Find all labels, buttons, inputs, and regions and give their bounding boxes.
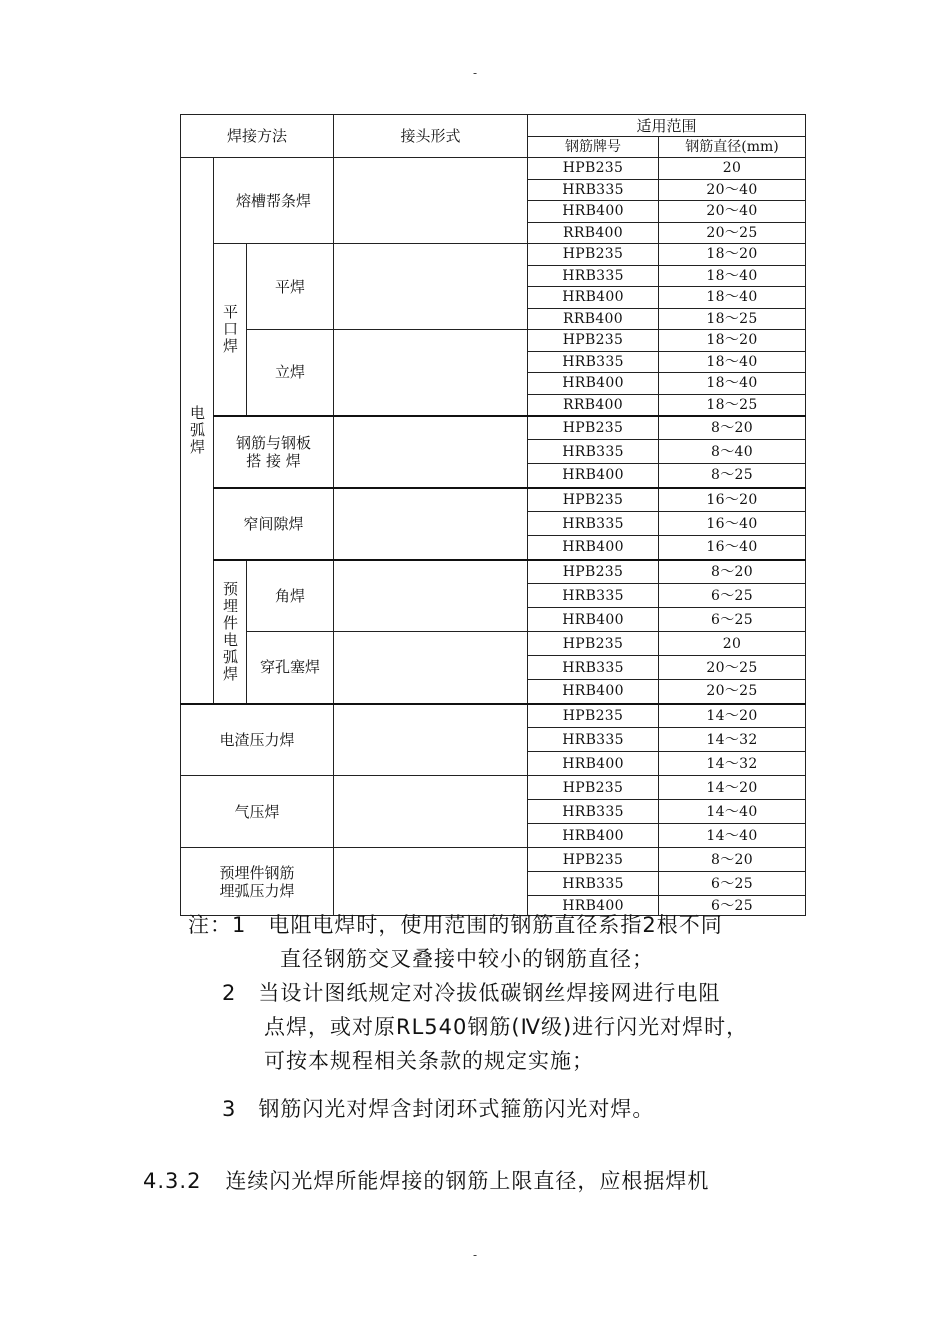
welding-method-table xyxy=(180,114,806,916)
diameter-cell: 18～20 xyxy=(659,330,806,352)
diameter-cell: 16～40 xyxy=(659,512,806,536)
grade-cell: HRB335 xyxy=(528,179,659,201)
diameter-cell: 20 xyxy=(659,158,806,180)
joint-form-cell xyxy=(334,776,528,848)
grade-cell: HRB400 xyxy=(528,824,659,848)
diameter-cell: 18～40 xyxy=(659,373,806,395)
diameter-cell: 8～20 xyxy=(659,416,806,440)
diameter-cell: 14～32 xyxy=(659,728,806,752)
diameter-cell: 20～25 xyxy=(659,680,806,704)
grade-cell: HPB235 xyxy=(528,158,659,180)
grade-cell: HRB400 xyxy=(528,201,659,223)
joint-form-cell xyxy=(334,244,528,330)
diameter-cell: 8～20 xyxy=(659,848,806,872)
grade-cell: HPB235 xyxy=(528,488,659,512)
grade-cell: RRB400 xyxy=(528,394,659,416)
header-grade: 钢筋牌号 xyxy=(528,137,659,158)
diameter-cell: 20～25 xyxy=(659,656,806,680)
joint-form-cell xyxy=(334,704,528,776)
method-embedded-line1: 预埋件钢筋 xyxy=(219,863,295,882)
joint-form-cell xyxy=(334,560,528,632)
grade-cell: HPB235 xyxy=(528,848,659,872)
diameter-cell: 18～20 xyxy=(659,244,806,266)
page-mark-bottom: - xyxy=(472,1248,478,1262)
diameter-cell: 8～25 xyxy=(659,464,806,488)
note-1-line-2: 直径钢筋交叉叠接中较小的钢筋直径； xyxy=(280,947,654,971)
grade-cell: HRB335 xyxy=(528,872,659,896)
grade-cell: HPB235 xyxy=(528,416,659,440)
grade-cell: HRB400 xyxy=(528,373,659,395)
joint-form-cell xyxy=(334,848,528,916)
method-fillet: 角焊 xyxy=(247,560,334,632)
header-diameter: 钢筋直径(mm) xyxy=(659,137,806,158)
grade-cell: HRB335 xyxy=(528,800,659,824)
method-narrow-gap: 窄间隙焊 xyxy=(214,488,334,560)
grade-cell: HRB400 xyxy=(528,896,659,916)
grade-cell: RRB400 xyxy=(528,222,659,244)
grade-cell: HRB335 xyxy=(528,728,659,752)
diameter-cell: 20～40 xyxy=(659,179,806,201)
diameter-cell: 18～25 xyxy=(659,394,806,416)
grade-cell: HRB400 xyxy=(528,287,659,309)
header-method: 焊接方法 xyxy=(181,115,334,158)
grade-cell: HRB400 xyxy=(528,752,659,776)
clause-4-3-2 xyxy=(143,1165,709,1195)
grade-cell: HRB400 xyxy=(528,608,659,632)
group-arc-welding: 电弧焊 xyxy=(181,158,214,704)
joint-form-cell xyxy=(334,330,528,416)
grade-cell: HRB335 xyxy=(528,351,659,373)
diameter-cell: 20～40 xyxy=(659,201,806,223)
method-embedded-line2: 埋弧压力焊 xyxy=(219,881,295,900)
note-3: 3 钢筋闪光对焊含封闭环式箍筋闪光对焊。 xyxy=(222,1097,655,1121)
diameter-cell: 14～40 xyxy=(659,824,806,848)
diameter-cell: 14～20 xyxy=(659,776,806,800)
grade-cell: HPB235 xyxy=(528,244,659,266)
method-groove-strap: 熔槽帮条焊 xyxy=(214,158,334,244)
joint-form-cell xyxy=(334,632,528,704)
grade-cell: HPB235 xyxy=(528,560,659,584)
grade-cell: HPB235 xyxy=(528,632,659,656)
joint-form-cell xyxy=(334,416,528,488)
diameter-cell: 14～32 xyxy=(659,752,806,776)
diameter-cell: 20～25 xyxy=(659,222,806,244)
diameter-cell: 8～40 xyxy=(659,440,806,464)
group-flat-welding: 平口焊 xyxy=(214,244,247,416)
method-bar-plate-line1: 钢筋与钢板 xyxy=(235,433,311,452)
grade-cell: HPB235 xyxy=(528,704,659,728)
note-2-line-3: 可按本规程相关条款的规定实施； xyxy=(264,1049,594,1073)
method-flat: 平焊 xyxy=(247,244,334,330)
grade-cell: HPB235 xyxy=(528,330,659,352)
grade-cell: HRB400 xyxy=(528,536,659,560)
diameter-cell: 16～40 xyxy=(659,536,806,560)
diameter-cell: 6～25 xyxy=(659,608,806,632)
group-embedded-arc-welding: 预埋件电弧焊 xyxy=(214,560,247,704)
method-bar-plate-line2: 搭 接 焊 xyxy=(246,451,301,470)
grade-cell: HRB335 xyxy=(528,265,659,287)
grade-cell: HRB335 xyxy=(528,656,659,680)
diameter-cell: 6～25 xyxy=(659,872,806,896)
page-mark-top: - xyxy=(472,66,478,80)
grade-cell: HRB400 xyxy=(528,680,659,704)
method-bar-plate-lap xyxy=(214,416,334,488)
note-1-line-1: 注：1 电阻电焊时，使用范围的钢筋直径系指2根不同 xyxy=(188,913,723,937)
grade-cell: HPB235 xyxy=(528,776,659,800)
grade-cell: HRB335 xyxy=(528,512,659,536)
note-2-line-2: 点焊，或对原RL540钢筋(Ⅳ级)进行闪光对焊时， xyxy=(264,1015,749,1039)
grade-cell: HRB335 xyxy=(528,584,659,608)
method-electroslag: 电渣压力焊 xyxy=(181,704,334,776)
joint-form-cell xyxy=(334,488,528,560)
joint-form-cell xyxy=(334,158,528,244)
method-plug: 穿孔塞焊 xyxy=(247,632,334,704)
grade-cell: HRB400 xyxy=(528,464,659,488)
diameter-cell: 16～20 xyxy=(659,488,806,512)
diameter-cell: 6～25 xyxy=(659,896,806,916)
note-2-line-1: 2 当设计图纸规定对冷拔低碳钢丝焊接网进行电阻 xyxy=(222,981,721,1005)
diameter-cell: 14～40 xyxy=(659,800,806,824)
diameter-cell: 8～20 xyxy=(659,560,806,584)
diameter-cell: 14～20 xyxy=(659,704,806,728)
diameter-cell: 18～40 xyxy=(659,265,806,287)
method-vertical: 立焊 xyxy=(247,330,334,416)
clause-text: 连续闪光焊所能焊接的钢筋上限直径，应根据焊机 xyxy=(225,1169,710,1193)
header-joint: 接头形式 xyxy=(334,115,528,158)
diameter-cell: 20 xyxy=(659,632,806,656)
method-embedded-submerged-arc xyxy=(181,848,334,916)
diameter-cell: 18～40 xyxy=(659,287,806,309)
method-gas-pressure: 气压焊 xyxy=(181,776,334,848)
diameter-cell: 6～25 xyxy=(659,584,806,608)
grade-cell: HRB335 xyxy=(528,440,659,464)
diameter-cell: 18～40 xyxy=(659,351,806,373)
diameter-cell: 18～25 xyxy=(659,308,806,330)
grade-cell: RRB400 xyxy=(528,308,659,330)
clause-number: 4.3.2 xyxy=(143,1169,202,1193)
header-scope: 适用范围 xyxy=(528,115,806,137)
